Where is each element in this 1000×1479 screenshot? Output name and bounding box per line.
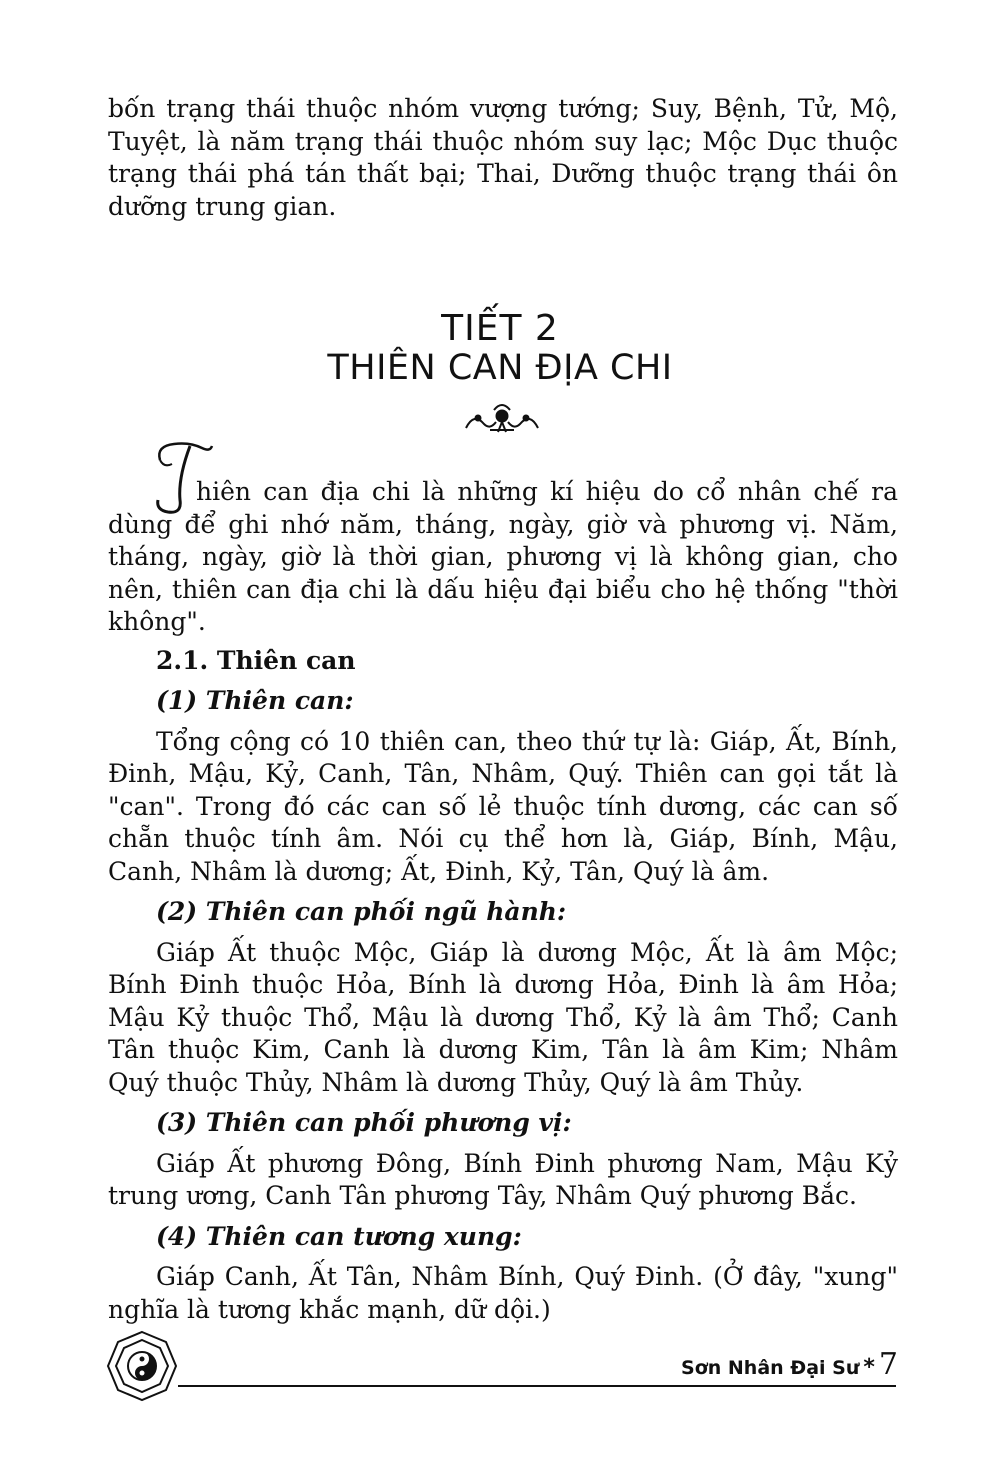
subsection-text-1: Tổng cộng có 10 thiên can, theo thứ tự là: Giáp, Ất, Bính, Đinh, Mậu, Kỷ, Canh, Tân, Nhâm, Quý. Thiên can gọi tắt là "can". Trong đó các can số lẻ thuộc tính dương, các can số chẵn thuộc tính âm. Nói cụ thể hơn là, Giáp, Bính, Mậu, Canh, Nhâm là dương; Ất, Đinh, Kỷ, Tân, Quý là âm.: [108, 726, 898, 886]
subsection-title-1: (1) Thiên can:: [156, 686, 354, 715]
subsection-title-2: (2) Thiên can phối ngũ hành:: [156, 897, 567, 926]
bagua-yin-yang-icon: [106, 1330, 178, 1402]
subsection-title-3: (3) Thiên can phối phương vị:: [156, 1108, 572, 1137]
page-number: 7: [878, 1347, 898, 1382]
footer: [681, 1347, 898, 1382]
section-heading: 2.1. Thiên can: [156, 645, 356, 675]
subsection-title-4: (4) Thiên can tương xung:: [156, 1221, 522, 1251]
footer-author: Sơn Nhân Đại Sư: [681, 1357, 860, 1379]
footer-separator: *: [863, 1355, 875, 1380]
intro-paragraph: bốn trạng thái thuộc nhóm vượng tướng; Suy, Bệnh, Tử, Mộ, Tuyệt, là năm trạng thái thuộc nhóm suy lạc; Mộc Dục thuộc trạng thái phá tán thất bại; Thai, Dưỡng thuộc trạng thái ôn dưỡng trung gian.: [108, 94, 898, 221]
svg-text:T: T: [150, 438, 151, 439]
main-body: [108, 476, 898, 1326]
subsection-text-4: Giáp Canh, Ất Tân, Nhâm Bính, Quý Đinh. (Ở đây, "xung" nghĩa là tương khắc mạnh, dữ dội.): [108, 1262, 898, 1324]
chapter-title: THIÊN CAN ĐỊA CHI: [327, 348, 673, 388]
floral-ornament-icon: [464, 402, 540, 434]
first-paragraph: hiên can địa chi là những kí hiệu do cổ nhân chế ra dùng để ghi nhớ năm, tháng, ngày, giờ và phương vị. Năm, tháng, ngày, giờ là thời gian, phương vị là không gian, cho nên, thiên can địa chi là dấu hiệu đại biểu cho hệ thống "thời không".: [108, 477, 898, 636]
subsection-text-2: Giáp Ất thuộc Mộc, Giáp là dương Mộc, Ất là âm Mộc; Bính Đinh thuộc Hỏa, Bính là dương Hỏa, Đinh là âm Hỏa; Mậu Kỷ thuộc Thổ, Mậu là dương Thổ, Kỷ là âm Thổ; Canh Tân thuộc Kim, Canh là dương Kim, Tân là âm Kim; Nhâm Quý thuộc Thủy, Nhâm là dương Thủy, Quý là âm Thủy.: [108, 937, 898, 1097]
footer-rule: [178, 1385, 896, 1387]
chapter-label: TIẾT 2: [441, 308, 559, 349]
subsection-text-3: Giáp Ất phương Đông, Bính Đinh phương Nam, Mậu Kỷ trung ương, Canh Tân phương Tây, Nhâm Quý phương Bắc.: [108, 1148, 898, 1210]
